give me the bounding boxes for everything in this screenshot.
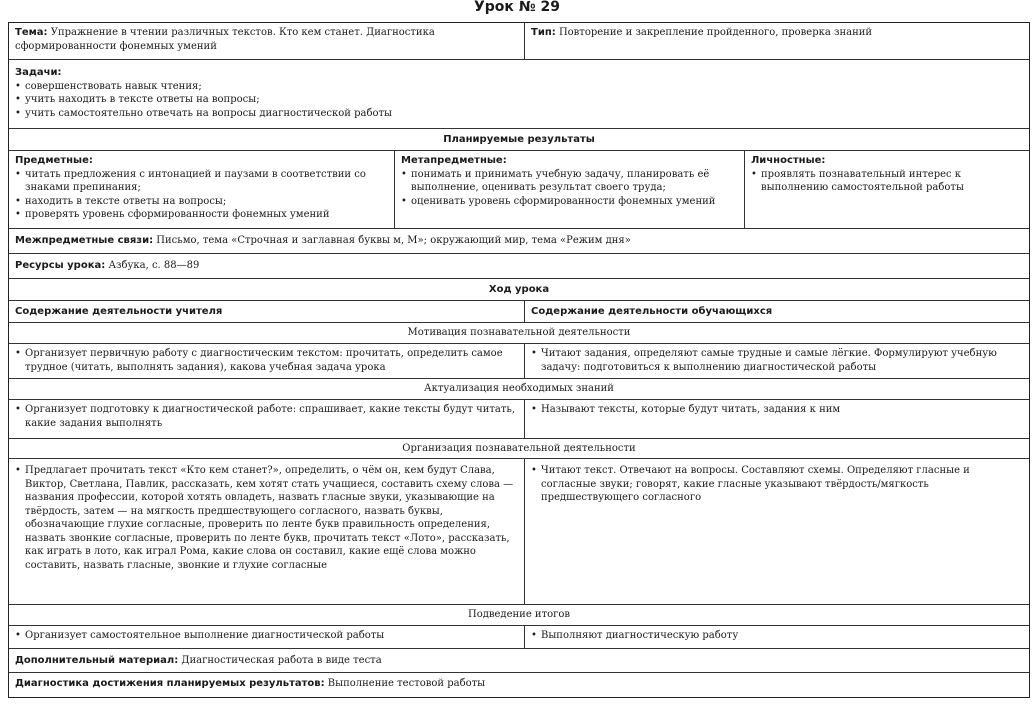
tasks-label: Задачи: bbox=[15, 67, 62, 78]
type-label: Тип: bbox=[531, 27, 556, 38]
diagnostics-label: Диагностика достижения планируемых результатов: bbox=[15, 678, 325, 689]
lesson-title: Урок № 29 bbox=[473, 0, 560, 15]
personal-item: • проявлять познавательный интерес к выполнению самостоятельной работы bbox=[751, 168, 1023, 195]
subject-results-cell bbox=[9, 151, 394, 228]
students-activity: • Читают текст. Отвечают на вопросы. Составляют схемы. Определяют гласные и согласные звуки; говорят, какие гласные указывают твёрдость/мягкость предшествующего согласного bbox=[531, 464, 1023, 505]
stage-row bbox=[9, 344, 1029, 379]
links-text: Письмо, тема «Строчная и заглавная буквы м, М»; окружающий мир, тема «Режим дня» bbox=[156, 235, 631, 246]
extra-cell bbox=[9, 649, 1029, 672]
students-activity: • Называют тексты, которые будут читать, задания к ним bbox=[531, 403, 1023, 417]
type-cell bbox=[524, 23, 1029, 59]
task-item: • учить находить в тексте ответы на вопросы; bbox=[15, 93, 1023, 107]
personal-results-cell bbox=[744, 151, 1029, 228]
stage-row bbox=[9, 400, 1029, 439]
teacher-activity: • Предлагает прочитать текст «Кто кем станет?», определить, о чём он, кем будут Слава, Виктор, Светлана, Павлик, рассказать, кем хотят стать учащиеся, составить схему слова — названия профессии, которой хотять овладеть, назвать гласные звуки, указывающие на твёрдость, затем — на мягкость предшествующего согласного, назвать буквы, обозначающие глухие согласные, проверить по ленте букв правильность определения, назвать звонкие согласные, проверить по ленте букв, прочитать текст «Лото», рассказать, как играть в лото, как играл Рома, какие слова он составил, какие ещё слова можно составить, назвать гласные, звонкие и глухие согласные bbox=[15, 464, 518, 572]
links-label: Межпредметные связи: bbox=[15, 235, 154, 246]
meta-item: • понимать и принимать учебную задачу, планировать её выполнение, оценивать результат своего труда; bbox=[401, 168, 738, 195]
task-item: • учить самостоятельно отвечать на вопросы диагностической работы bbox=[15, 107, 1023, 121]
stage-title: Организация познавательной деятельности bbox=[402, 443, 636, 454]
meta-item: • оценивать уровень сформированности фонемных умений bbox=[401, 195, 738, 209]
diagnostics-row bbox=[9, 673, 1029, 696]
diagnostics-cell bbox=[9, 673, 1029, 696]
resources-cell bbox=[9, 254, 1029, 278]
theme-label: Тема: bbox=[15, 27, 48, 38]
task-item: • совершенствовать навык чтения; bbox=[15, 80, 1023, 94]
subject-item: • проверять уровень сформированности фонемных умений bbox=[15, 208, 388, 222]
subject-item: • читать предложения с интонацией и паузами в соответствии со знаками препинания; bbox=[15, 168, 388, 195]
students-column-header: Содержание деятельности обучающихся bbox=[531, 306, 773, 317]
tasks-row bbox=[9, 60, 1029, 129]
subject-item: • находить в тексте ответы на вопросы; bbox=[15, 195, 388, 209]
stage-row bbox=[9, 459, 1029, 605]
course-heading: Ход урока bbox=[488, 284, 550, 295]
stage-title-row bbox=[9, 439, 1029, 459]
theme-row bbox=[9, 23, 1029, 60]
columns-header-row bbox=[9, 301, 1029, 323]
extra-label: Дополнительный материал: bbox=[15, 655, 179, 666]
stage-title-row bbox=[9, 605, 1029, 626]
meta-label: Метапредметные: bbox=[401, 155, 507, 166]
stage-title-row bbox=[9, 323, 1029, 344]
lesson-plan-table bbox=[8, 22, 1030, 698]
theme-text: Упражнение в чтении различных текстов. Кто кем станет. Диагностика сформированности фонемных умений bbox=[15, 27, 435, 52]
meta-results-cell bbox=[394, 151, 744, 228]
teacher-activity: • Организует подготовку к диагностической работе: спрашивает, какие тексты будут читать, какие задания выполнять bbox=[15, 403, 518, 430]
students-activity: • Выполняют диагностическую работу bbox=[531, 629, 1023, 643]
subject-label: Предметные: bbox=[15, 155, 93, 166]
resources-label: Ресурсы урока: bbox=[15, 260, 106, 271]
stage-title: Актуализация необходимых знаний bbox=[424, 383, 614, 394]
resources-text: Азбука, с. 88—89 bbox=[108, 260, 200, 271]
links-cell bbox=[9, 229, 1029, 253]
diagnostics-text: Выполнение тестовой работы bbox=[327, 678, 486, 689]
stage-title: Мотивация познавательной деятельности bbox=[407, 327, 631, 338]
teacher-column-header: Содержание деятельности учителя bbox=[15, 306, 223, 317]
extra-row bbox=[9, 649, 1029, 673]
results-row bbox=[9, 151, 1029, 229]
tasks-cell bbox=[9, 60, 1029, 128]
planned-results-heading: Планируемые результаты bbox=[443, 134, 595, 145]
students-activity: • Читают задания, определяют самые трудные и самые лёгкие. Формулируют учебную задачу: подготовиться к выполнению диагностической работы bbox=[531, 347, 1023, 374]
links-row bbox=[9, 229, 1029, 254]
teacher-activity: • Организует первичную работу с диагностическим текстом: прочитать, определить самое трудное (читать, выполнять задания), какова учебная задача урока bbox=[15, 347, 518, 374]
stage-row bbox=[9, 626, 1029, 649]
teacher-activity: • Организует самостоятельное выполнение диагностической работы bbox=[15, 629, 518, 643]
extra-text: Диагностическая работа в виде теста bbox=[181, 655, 382, 666]
planned-results-row bbox=[9, 129, 1029, 151]
resources-row bbox=[9, 254, 1029, 279]
stage-title-row bbox=[9, 379, 1029, 400]
personal-label: Личностные: bbox=[751, 155, 826, 166]
theme-cell bbox=[9, 23, 524, 59]
course-row bbox=[9, 279, 1029, 301]
stage-title: Подведение итогов bbox=[467, 609, 571, 620]
type-text: Повторение и закрепление пройденного, проверка знаний bbox=[558, 27, 873, 38]
